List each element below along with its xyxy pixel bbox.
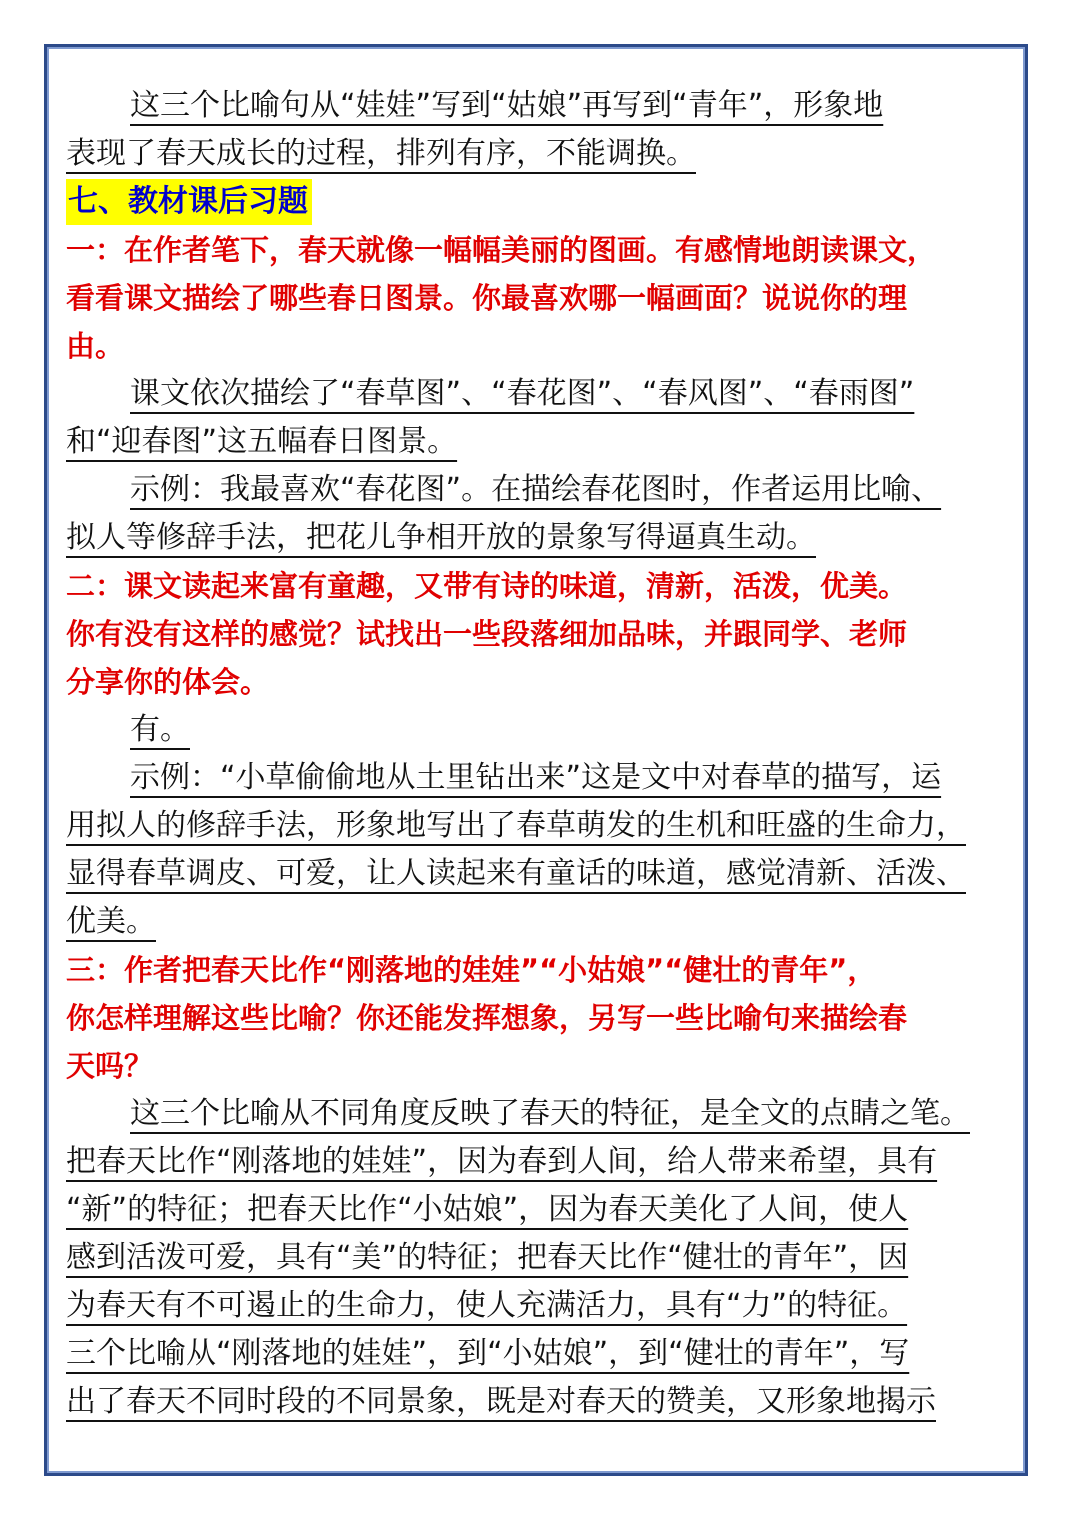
answer-text: “新”的特征；把春天比作“小姑娘”，因为春天美化了人间，使人	[66, 1192, 909, 1227]
answer-line	[66, 418, 1026, 466]
answer-line	[66, 466, 1026, 514]
answer-line	[66, 706, 1026, 754]
answer-line	[66, 898, 1026, 946]
question-text: 一：在作者笔下，春天就像一幅幅美丽的图画。有感情地朗读课文，	[66, 233, 937, 267]
answer-line	[66, 850, 1026, 898]
question-text: 分享你的体会。	[66, 665, 270, 699]
answer-text: 课文依次描绘了“春草图”、“春花图”、“春风图”、“春雨图”	[130, 376, 915, 411]
question-line	[66, 562, 1026, 610]
answer-text: 出了春天不同时段的不同景象，既是对春天的赞美，又形象地揭示	[66, 1384, 936, 1419]
answer-line	[66, 514, 1026, 562]
question-line	[66, 322, 1026, 370]
answer-line	[66, 802, 1026, 850]
answer-line	[66, 1330, 1026, 1378]
answer-text: 这三个比喻从不同角度反映了春天的特征，是全文的点睛之笔。	[130, 1096, 970, 1131]
answer-text: 示例：我最喜欢“春花图”。在描绘春花图时，作者运用比喻、	[130, 472, 942, 507]
question-text: 由。	[66, 329, 125, 363]
question-text: 看看课文描绘了哪些春日图景。你最喜欢哪一幅画面？说说你的理	[66, 281, 908, 315]
answer-text: 三个比喻从“刚落地的娃娃”，到“小姑娘”，到“健壮的青年”，写	[66, 1336, 910, 1371]
document-body	[66, 82, 1026, 1426]
question-text: 你怎样理解这些比喻？你还能发挥想象，另写一些比喻句来描绘春	[66, 1001, 908, 1035]
answer-line	[66, 754, 1026, 802]
answer-line	[66, 1378, 1026, 1426]
answer-line	[66, 370, 1026, 418]
question-text: 天吗？	[66, 1049, 154, 1083]
answer-text: 这三个比喻句从“娃娃”写到“姑娘”再写到“青年”，形象地	[130, 88, 884, 123]
section-heading	[66, 178, 1026, 226]
section-heading-text: 七、教材课后习题	[66, 179, 312, 225]
question-line	[66, 658, 1026, 706]
answer-line	[66, 1234, 1026, 1282]
answer-text: 有。	[130, 712, 190, 747]
answer-text: 显得春草调皮、可爱，让人读起来有童话的味道，感觉清新、活泼、	[66, 856, 966, 891]
answer-text: 和“迎春图”这五幅春日图景。	[66, 424, 458, 459]
answer-text: 优美。	[66, 904, 156, 939]
answer-text: 用拟人的修辞手法，形象地写出了春草萌发的生机和旺盛的生命力，	[66, 808, 966, 843]
answer-text: 为春天有不可遏止的生命力，使人充满活力，具有“力”的特征。	[66, 1288, 908, 1323]
answer-line	[66, 82, 1026, 130]
answer-text: 感到活泼可爱，具有“美”的特征；把春天比作“健壮的青年”，因	[66, 1240, 909, 1275]
question-line	[66, 1042, 1026, 1090]
answer-line	[66, 1090, 1026, 1138]
answer-line	[66, 1138, 1026, 1186]
answer-text: 示例：“小草偷偷地从土里钻出来”这是文中对春草的描写，运	[130, 760, 942, 795]
question-line	[66, 946, 1026, 994]
answer-text: 拟人等修辞手法，把花儿争相开放的景象写得逼真生动。	[66, 520, 816, 555]
answer-line	[66, 1282, 1026, 1330]
answer-text: 表现了春天成长的过程，排列有序，不能调换。	[66, 136, 696, 171]
question-line	[66, 994, 1026, 1042]
question-line	[66, 610, 1026, 658]
question-text: 你有没有这样的感觉？试找出一些段落细加品味，并跟同学、老师	[66, 617, 908, 651]
question-text: 三：作者把春天比作“刚落地的娃娃”“小姑娘”“健壮的青年”，	[66, 953, 877, 987]
question-line	[66, 274, 1026, 322]
answer-line	[66, 130, 1026, 178]
answer-text: 把春天比作“刚落地的娃娃”，因为春到人间，给人带来希望，具有	[66, 1144, 938, 1179]
question-line	[66, 226, 1026, 274]
question-text: 二：课文读起来富有童趣，又带有诗的味道，清新，活泼，优美。	[66, 569, 908, 603]
answer-line	[66, 1186, 1026, 1234]
